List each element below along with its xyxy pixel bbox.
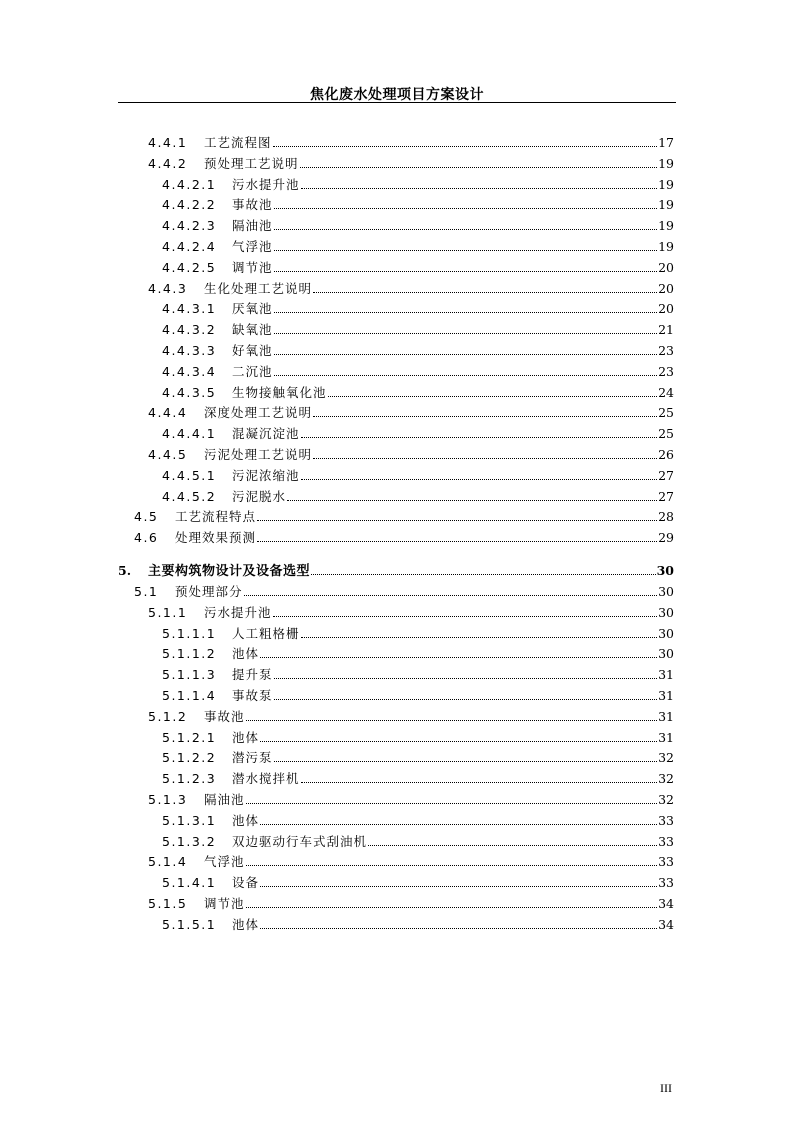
toc-entry-title: 污水提升池 [232,176,300,192]
toc-entry-page: 34 [658,916,674,932]
toc-dot-leader [273,607,658,617]
toc-entry[interactable] [118,549,674,582]
toc-dot-leader [301,470,658,480]
toc-entry-number: 5.1.5 [148,895,188,911]
toc-dot-leader [274,669,658,679]
toc-entry-title: 事故池 [204,708,245,724]
toc-dot-leader [246,711,658,721]
toc-dot-leader [260,815,657,825]
toc-entry-title: 池体 [232,812,260,828]
toc-dot-leader [244,586,658,596]
toc-entry-page: 32 [658,791,674,807]
toc-entry[interactable] [118,195,674,216]
toc-dot-leader [246,856,658,866]
toc-entry-title: 事故池 [232,197,273,213]
toc-entry-page: 30 [658,646,674,662]
toc-entry-page: 24 [658,384,674,400]
toc-entry-title: 气浮池 [204,854,245,870]
toc-dot-leader [328,387,658,397]
toc-entry-title: 双边驱动行车式刮油机 [232,833,368,849]
toc-entry-page: 23 [658,342,674,358]
toc-entry-page: 31 [658,708,674,724]
toc-entry-title: 池体 [232,646,260,662]
toc-entry-title: 混凝沉淀池 [232,426,300,442]
toc-entry-title: 好氧池 [232,342,273,358]
toc-entry-title: 潜污泵 [232,750,273,766]
toc-entry-number: 5.1.5.1 [162,916,217,932]
toc-entry[interactable] [118,873,674,894]
toc-entry-number: 4.6 [134,530,159,546]
toc-entry[interactable] [118,466,674,487]
toc-entry-page: 25 [658,405,674,421]
toc-entry-page: 29 [658,530,674,546]
toc-entry-number: 5.1.4 [148,854,188,870]
toc-dot-leader [260,919,657,929]
toc-entry-number: 5.1.2.1 [162,729,217,745]
toc-entry[interactable] [118,424,674,445]
toc-entry-number: 5. [118,562,132,578]
toc-dot-leader [301,179,658,189]
toc-entry-page: 19 [658,238,674,254]
toc-entry-page: 30 [658,625,674,641]
toc-entry[interactable] [118,507,674,528]
toc-entry-page: 20 [658,280,674,296]
toc-entry[interactable] [118,341,674,362]
toc-entry-number: 5.1.1 [148,604,188,620]
toc-entry[interactable] [118,624,674,645]
toc-entry-number: 4.4.3.1 [162,301,217,317]
toc-dot-leader [274,241,658,251]
toc-entry-number: 4.4.3.3 [162,342,217,358]
toc-entry-page: 19 [658,155,674,171]
toc-entry-page: 33 [658,875,674,891]
toc-entry-page: 31 [658,729,674,745]
toc-entry-number: 4.5 [134,509,159,525]
toc-entry-number: 4.4.2.4 [162,238,217,254]
header-rule [118,102,676,103]
toc-entry-number: 5.1.3 [148,791,188,807]
toc-entry-number: 5.1.2 [148,708,188,724]
toc-entry-title: 人工粗格栅 [232,625,300,641]
toc-entry-number: 4.4.2.1 [162,176,217,192]
toc-entry-page: 30 [658,604,674,620]
toc-dot-leader [300,158,658,168]
toc-entry[interactable] [118,748,674,769]
toc-entry[interactable] [118,445,674,466]
toc-entry-title: 池体 [232,916,260,932]
toc-entry-page: 19 [658,218,674,234]
toc-entry-number: 5.1.1.2 [162,646,217,662]
toc-entry-number: 5.1.1.4 [162,687,217,703]
toc-entry-page: 34 [658,895,674,911]
toc-entry-title: 设备 [232,875,260,891]
toc-entry[interactable] [118,133,674,154]
toc-entry-page: 31 [658,667,674,683]
toc-dot-leader [301,773,658,783]
toc-entry-title: 深度处理工艺说明 [204,405,313,421]
toc-entry[interactable] [118,707,674,728]
toc-dot-leader [257,532,657,542]
toc-entry-number: 4.4.2.5 [162,259,217,275]
toc-entry-title: 提升泵 [232,667,273,683]
toc-entry-page: 33 [658,812,674,828]
toc-entry-number: 5.1.2.3 [162,771,217,787]
toc-entry[interactable] [118,237,674,258]
toc-dot-leader [274,303,658,313]
toc-entry-title: 污泥处理工艺说明 [204,446,313,462]
toc-entry-page: 31 [658,687,674,703]
toc-entry-number: 4.4.3.4 [162,363,217,379]
toc-entry[interactable] [118,665,674,686]
toc-entry[interactable] [118,487,674,508]
toc-entry-title: 隔油池 [204,791,245,807]
toc-entry-title: 潜水搅拌机 [232,771,300,787]
toc-dot-leader [301,428,658,438]
toc-dot-leader [274,366,658,376]
toc-dot-leader [274,752,658,762]
toc-entry[interactable] [118,175,674,196]
toc-dot-leader [273,137,658,147]
toc-entry[interactable] [118,403,674,424]
toc-entry-page: 26 [658,446,674,462]
toc-entry[interactable] [118,811,674,832]
toc-dot-leader [246,794,658,804]
toc-dot-leader [313,283,657,293]
toc-entry[interactable] [118,644,674,665]
toc-entry-number: 4.4.5 [148,446,188,462]
toc-entry-number: 5.1 [134,583,159,599]
toc-entry-title: 调节池 [232,259,273,275]
toc-entry[interactable] [118,362,674,383]
toc-entry-title: 气浮池 [232,238,273,254]
toc-entry[interactable] [118,279,674,300]
toc-entry[interactable] [118,894,674,915]
toc-entry-title: 主要构筑物设计及设备选型 [148,563,311,579]
toc-entry-title: 污水提升池 [204,604,272,620]
toc-entry[interactable] [118,216,674,237]
toc-entry-number: 4.4.3.2 [162,322,217,338]
toc-entry[interactable] [118,603,674,624]
toc-entry-title: 生化处理工艺说明 [204,280,313,296]
toc-entry-number: 4.4.1 [148,135,188,150]
toc-entry-title: 生物接触氧化池 [232,384,327,400]
toc-entry[interactable] [118,790,674,811]
page-number: III [660,1081,672,1095]
toc-entry-number: 5.1.2.2 [162,750,217,766]
toc-dot-leader [246,898,658,908]
toc-entry-page: 20 [658,259,674,275]
toc-dot-leader [257,511,657,521]
toc-entry[interactable] [118,258,674,279]
toc-entry[interactable] [118,320,674,341]
toc-entry-number: 4.4.2.3 [162,218,217,234]
toc-entry-title: 池体 [232,729,260,745]
toc-entry-title: 工艺流程特点 [175,509,257,525]
toc-entry[interactable] [118,383,674,404]
toc-dot-leader [311,565,656,575]
toc-dot-leader [301,628,658,638]
toc-entry-title: 预处理工艺说明 [204,155,299,171]
toc-entry-number: 4.4.2.2 [162,197,217,213]
toc-dot-leader [313,407,657,417]
toc-entry-title: 调节池 [204,895,245,911]
toc-dot-leader [287,491,657,501]
toc-entry-title: 事故泵 [232,687,273,703]
toc-entry[interactable] [118,832,674,853]
toc-entry-page: 30 [656,562,674,578]
toc-entry-title: 二沉池 [232,363,273,379]
toc-entry-page: 19 [658,176,674,192]
toc-entry-number: 4.4.2 [148,155,188,171]
toc-entry-title: 隔油池 [232,218,273,234]
toc-entry-page: 27 [658,467,674,483]
page-header-title: 焦化废水处理项目方案设计 [310,87,484,103]
toc-entry-page: 27 [658,488,674,504]
toc-dot-leader [260,648,657,658]
toc-dot-leader [368,836,657,846]
toc-dot-leader [260,732,657,742]
toc-dot-leader [274,690,658,700]
toc-entry-page: 23 [658,363,674,379]
toc-entry-page: 33 [658,833,674,849]
toc-entry-page: 17 [658,135,674,150]
toc-entry-number: 4.4.3.5 [162,384,217,400]
toc-entry[interactable] [118,299,674,320]
toc-entry-number: 5.1.4.1 [162,875,217,891]
toc-entry-title: 预处理部分 [175,583,243,599]
toc-entry-number: 5.1.3.2 [162,833,217,849]
toc-entry-page: 20 [658,301,674,317]
toc-entry-page: 25 [658,426,674,442]
toc-entry-title: 厌氧池 [232,301,273,317]
toc-entry[interactable] [118,728,674,749]
toc-entry-number: 4.4.3 [148,280,188,296]
toc-dot-leader [274,324,658,334]
toc-entry-number: 5.1.1.3 [162,667,217,683]
toc-entry-title: 污泥浓缩池 [232,467,300,483]
toc-dot-leader [274,199,658,209]
toc-entry-title: 处理效果预测 [175,530,257,546]
toc-entry[interactable] [118,528,674,549]
toc-dot-leader [313,449,657,459]
toc-entry[interactable] [118,769,674,790]
toc-entry-page: 33 [658,854,674,870]
table-of-contents [118,133,674,935]
toc-entry[interactable] [118,852,674,873]
toc-entry-number: 5.1.1.1 [162,625,217,641]
toc-dot-leader [274,345,658,355]
toc-dot-leader [274,220,658,230]
toc-entry-number: 4.4.5.1 [162,467,217,483]
toc-entry-number: 5.1.3.1 [162,812,217,828]
toc-entry[interactable] [118,154,674,175]
toc-dot-leader [274,262,658,272]
toc-entry-number: 4.4.5.2 [162,488,217,504]
toc-entry[interactable] [118,686,674,707]
toc-entry-page: 32 [658,771,674,787]
toc-entry-page: 28 [658,509,674,525]
toc-entry[interactable] [118,582,674,603]
toc-entry-page: 19 [658,197,674,213]
toc-entry[interactable] [118,915,674,936]
toc-entry-number: 4.4.4 [148,405,188,421]
toc-entry-number: 4.4.4.1 [162,426,217,442]
toc-entry-page: 21 [658,322,674,338]
toc-entry-title: 缺氧池 [232,322,273,338]
toc-entry-title: 工艺流程图 [204,135,272,150]
toc-entry-page: 32 [658,750,674,766]
toc-entry-title: 污泥脱水 [232,488,287,504]
toc-dot-leader [260,877,657,887]
toc-entry-page: 30 [658,583,674,599]
